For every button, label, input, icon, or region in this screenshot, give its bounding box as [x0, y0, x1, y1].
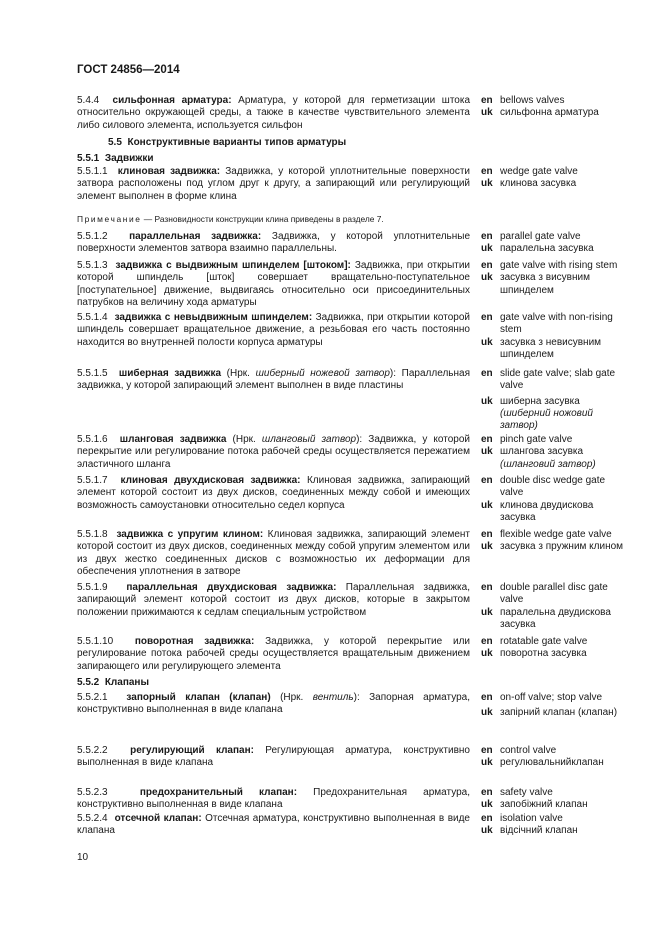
- entry-5-5-2-4: 5.5.2.4 отсечной клапан: Отсечная арматура, конструктивно выполненная в виде клапана: [77, 813, 470, 837]
- section-heading-5-5-1: 5.5.1 Задвижки: [77, 153, 154, 164]
- entry-5-5-1-4: 5.5.1.4 задвижка с невыдвижным шпинделем: Задвижка, при открытии которой шпиндель совершает вращательное движение, а резьбовая его часть постоянно находится во внутренней полости корпуса арматуры: [77, 312, 470, 348]
- translation-5-5-1-4: en gate valve with non-rising stem uk засувка з невисувним шпинделем: [481, 312, 613, 360]
- entry-5-5-1-3: 5.5.1.3 задвижка с выдвижным шпинделем [штоком]: Задвижка, при открытии которой шпиндель [шток] совершает вращательно-поступательное [поступательное] движение, выдвигаясь относительно оси присоединительных патрубков на величину хода арматуры: [77, 260, 471, 308]
- lang-en-label: en: [481, 95, 493, 106]
- lang-uk-label: uk: [481, 107, 493, 119]
- translation-5-5-1-8: en flexible wedge gate valve uk засувка з пружним клином: [481, 529, 624, 553]
- entry-5-5-1-6: 5.5.1.6 шланговая задвижка (Нрк. шланговый затвор): Задвижка, у которой перекрытие или регулирование потока рабочей среды осуществляется пережатием эластичного шланга: [77, 434, 470, 470]
- entry-5-5-1-8: 5.5.1.8 задвижка с упругим клином: Клиновая задвижка, запирающий элемент которой состоит из двух дисков, соединенных между собой упругим элементом или из двух жестко соединенных дисков с возможностью их деформации для обеспечения уплотнения в затворе: [77, 529, 470, 577]
- translation-5-4-4: [481, 95, 631, 120]
- entry-5-5-1-9: 5.5.1.9 параллельная двухдисковая задвижка: Параллельная задвижка, запирающий элемент которой состоит из двух дисков, которые в закрытом положении прижимаются к седлам специальным устройством: [77, 582, 470, 618]
- note-text: — Разновидности конструкции клина приведены в разделе 7.: [141, 214, 384, 224]
- note: [77, 213, 470, 225]
- translation-5-5-1-3: en gate valve with rising stem uk засувка з висувним шпинделем: [481, 260, 618, 296]
- page-number: 10: [77, 852, 89, 863]
- entry-5-5-1-10: 5.5.1.10 поворотная задвижка: Задвижка, у которой перекрытие или регулирование потока рабочей среды осуществляется вращательным движением запирающего или регулирующего элемента: [77, 636, 470, 672]
- translation-5-5-1-2: en parallel gate valve uk паралельна засувка: [481, 231, 594, 255]
- translation-5-5-1-10: en rotatable gate valve uk поворотна засувка: [481, 636, 588, 660]
- translation-5-5-1-1: en wedge gate valve uk клинова засувка: [481, 166, 578, 190]
- entry-definition: Арматура, у которой для герметизации штока относительно окружающей среды, а также в качестве чувствительного элемента либо силового элемента, используется сильфон: [77, 95, 471, 131]
- entry-5-4-4: [77, 95, 470, 132]
- translation-5-5-1-6: en pinch gate valve uk шлангова засувка (шланговий затвор): [481, 434, 596, 470]
- document-header: ГОСТ 24856—2014: [77, 64, 180, 76]
- section-heading-5-5: 5.5 Конструктивные варианты типов арматуры: [108, 137, 347, 148]
- entry-5-5-1-7: 5.5.1.7 клиновая двухдисковая задвижка: Клиновая задвижка, запирающий элемент которой состоит из двух дисков, соединенных между собой и имеющих возможность самоустановки относительно седел корпуса: [77, 475, 471, 511]
- translation-5-5-2-1: en on-off valve; stop valve uk запірний клапан (клапан): [481, 692, 618, 719]
- entry-5-5-1-1: 5.5.1.1 клиновая задвижка: Задвижка, у которой уплотнительные поверхности затвора расположены под углом друг к другу, а запирающий или регулирующий элемент выполнен в форме клина: [77, 166, 470, 202]
- note-label: Примечание: [77, 214, 142, 224]
- entry-5-5-2-3: 5.5.2.3 предохранительный клапан: Предохранительная арматура, конструктивно выполненная в виде клапана: [77, 787, 470, 811]
- entry-5-5-1-5: 5.5.1.5 шиберная задвижка (Нрк. шиберный ножевой затвор): Параллельная задвижка, у которой запирающий элемент выполнен в виде пластины: [77, 368, 470, 392]
- translation-5-5-1-7: en double disc wedge gate valve uk клинова двудискова засувка: [481, 475, 606, 523]
- translation-5-5-1-9: en double parallel disc gate valve uk паралельна двудискова засувка: [481, 582, 611, 630]
- translation-5-5-2-4: en isolation valve uk відсічний клапан: [481, 813, 578, 837]
- entry-5-5-1-2: 5.5.1.2 параллельная задвижка: Задвижка, у которой уплотнительные поверхности элементов затвора взаимно параллельны.: [77, 231, 471, 255]
- translation-uk: сильфонна арматура: [500, 107, 599, 119]
- entry-5-5-2-1: 5.5.2.1 запорный клапан (клапан) (Нрк. вентиль): Запорная арматура, конструктивно выполненная в виде клапана: [77, 692, 470, 716]
- section-heading-5-5-2: 5.5.2 Клапаны: [77, 677, 150, 688]
- translation-5-5-2-2: en control valve uk регулювальнийклапан: [481, 745, 604, 769]
- translation-5-5-2-3: en safety valve uk запобіжний клапан: [481, 787, 588, 811]
- entry-number: 5.4.4: [77, 95, 100, 106]
- entry-term: сильфонная арматура:: [112, 95, 232, 106]
- translation-en: bellows valves: [500, 95, 565, 106]
- entry-5-5-2-2: 5.5.2.2 регулирующий клапан: Регулирующая арматура, конструктивно выполненная в виде клапана: [77, 745, 470, 769]
- translation-5-5-1-5: en slide gate valve; slab gate valve uk шиберна засувка (шиберний ножовий затвор): [481, 368, 616, 432]
